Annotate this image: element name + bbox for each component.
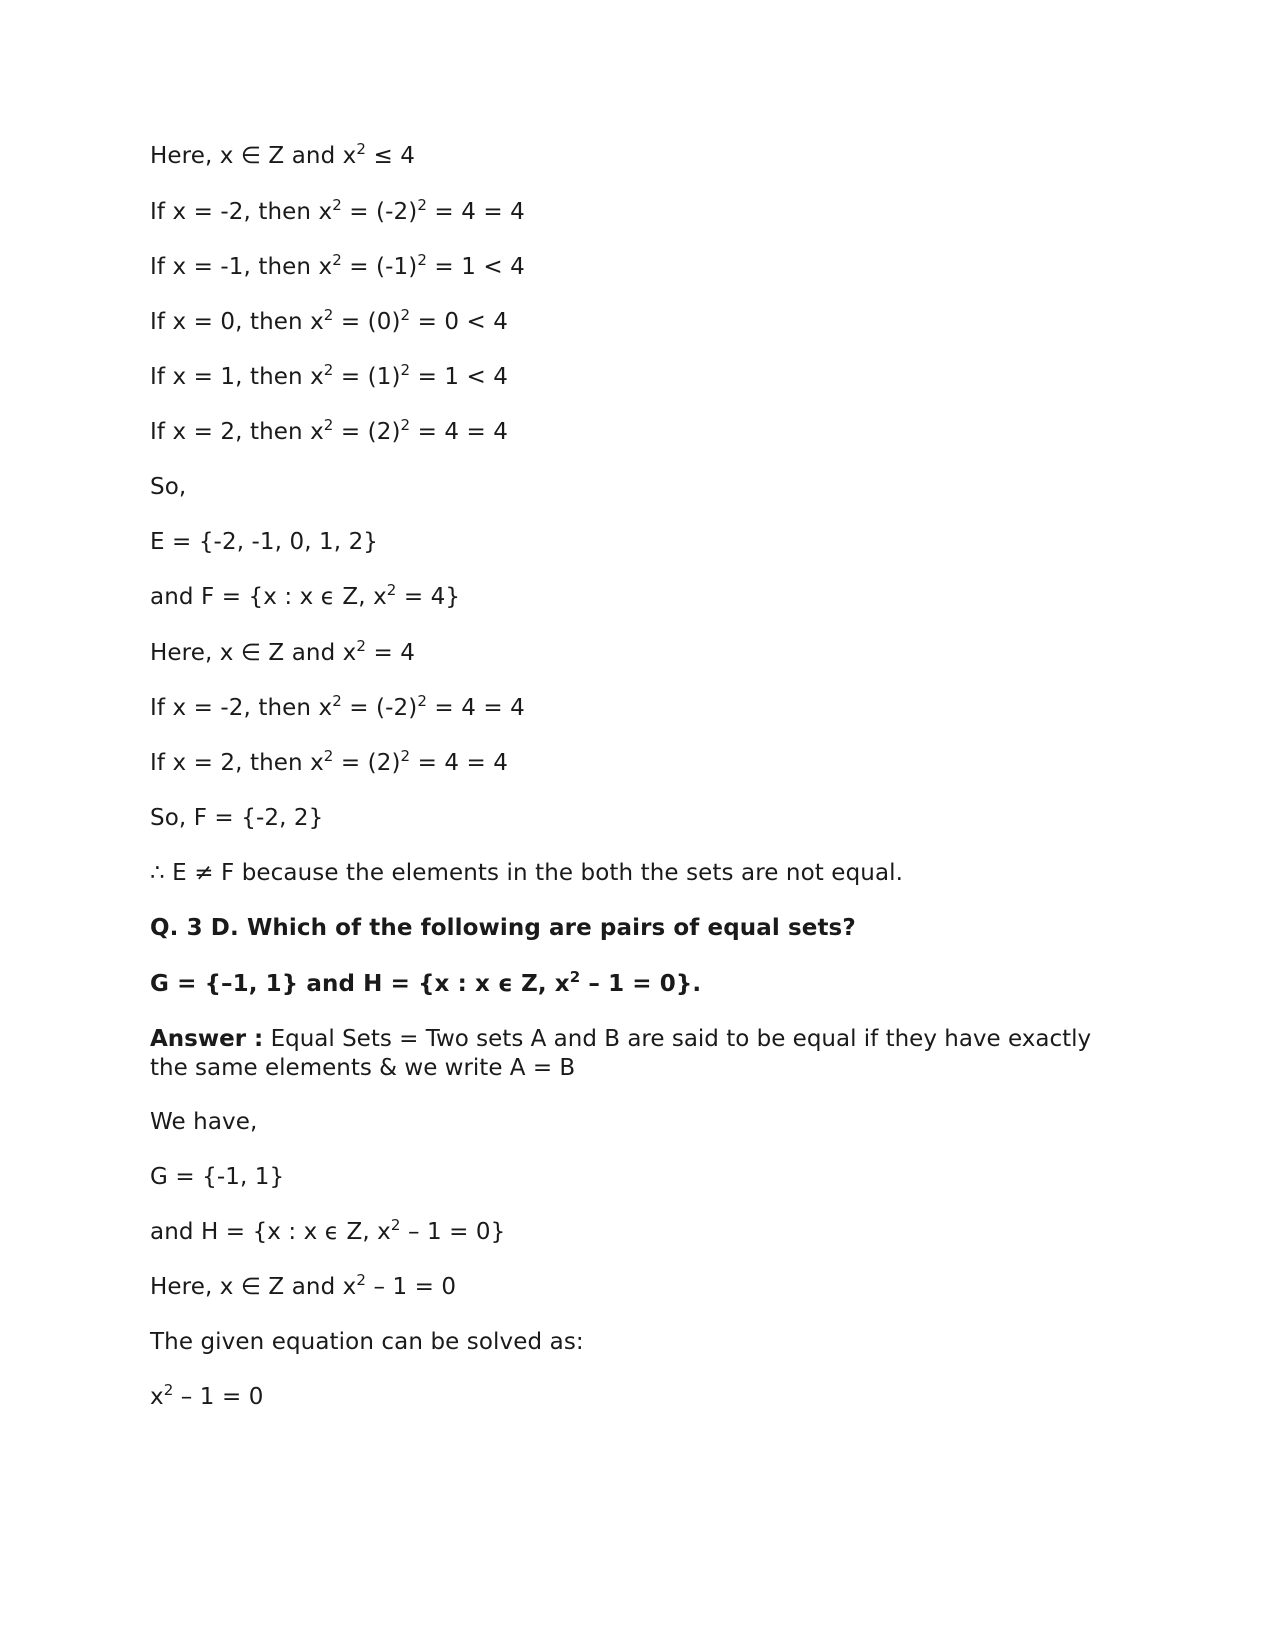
equation-line: $x^2 - 1 = 0$ <box>150 1381 264 1410</box>
answer-text: Equal Sets = Two sets A and B are said to be equal if they have exactly the same elements & we write A = B <box>150 1026 1092 1081</box>
text-line: We have, <box>150 1109 258 1135</box>
question-statement: G = {–1, 1} and H = {x : x ϵ Z, $x^2 - 1 = 0$}. <box>150 968 702 997</box>
set-h-definition: and H = {x : x ϵ Z, $x^2 - 1 = 0$} <box>150 1216 506 1245</box>
answer-label: Answer : <box>150 1026 264 1052</box>
text-line: If x = -2, then $x^2 = (-2)^2 = 4 = 4$ <box>150 692 525 721</box>
text-line: If x = -1, then $x^2 = (-1)^2 = 1 < 4$ <box>150 251 525 280</box>
text-line: So, F = {-2, 2} <box>150 805 324 831</box>
text-line: If x = -2, then $x^2 = (-2)^2 = 4 = 4$ <box>150 196 525 225</box>
set-g-definition: G = {-1, 1} <box>150 1164 285 1190</box>
set-e-definition: E = {-2, -1, 0, 1, 2} <box>150 529 379 555</box>
text-line: If x = 0, then $x^2 = (0)^2 = 0 < 4$ <box>150 306 509 335</box>
text-line: So, <box>150 474 187 500</box>
text-line: If x = 1, then $x^2 = (1)^2 = 1 < 4$ <box>150 361 509 390</box>
text-line: If x = 2, then $x^2 = (2)^2 = 4 = 4$ <box>150 747 509 776</box>
text-line: If x = 2, then $x^2 = (2)^2 = 4 = 4$ <box>150 416 509 445</box>
text-line: The given equation can be solved as: <box>150 1329 584 1355</box>
answer-paragraph <box>150 1025 1110 1083</box>
question-title: Q. 3 D. Which of the following are pairs of equal sets? <box>150 915 856 941</box>
conclusion-line: ∴ E ≠ F because the elements in the both the sets are not equal. <box>150 860 904 886</box>
text-line: Here, x ∈ Z and $x^2 - 1 = 0$ <box>150 1271 457 1300</box>
text-line: Here, x ∈ Z and $x^2 = 4$ <box>150 637 415 666</box>
text-line: Here, x ∈ Z and $x^2 \le 4$ <box>150 140 415 169</box>
set-f-definition: and F = {x : x ϵ Z, $x^2 = 4$} <box>150 581 461 610</box>
